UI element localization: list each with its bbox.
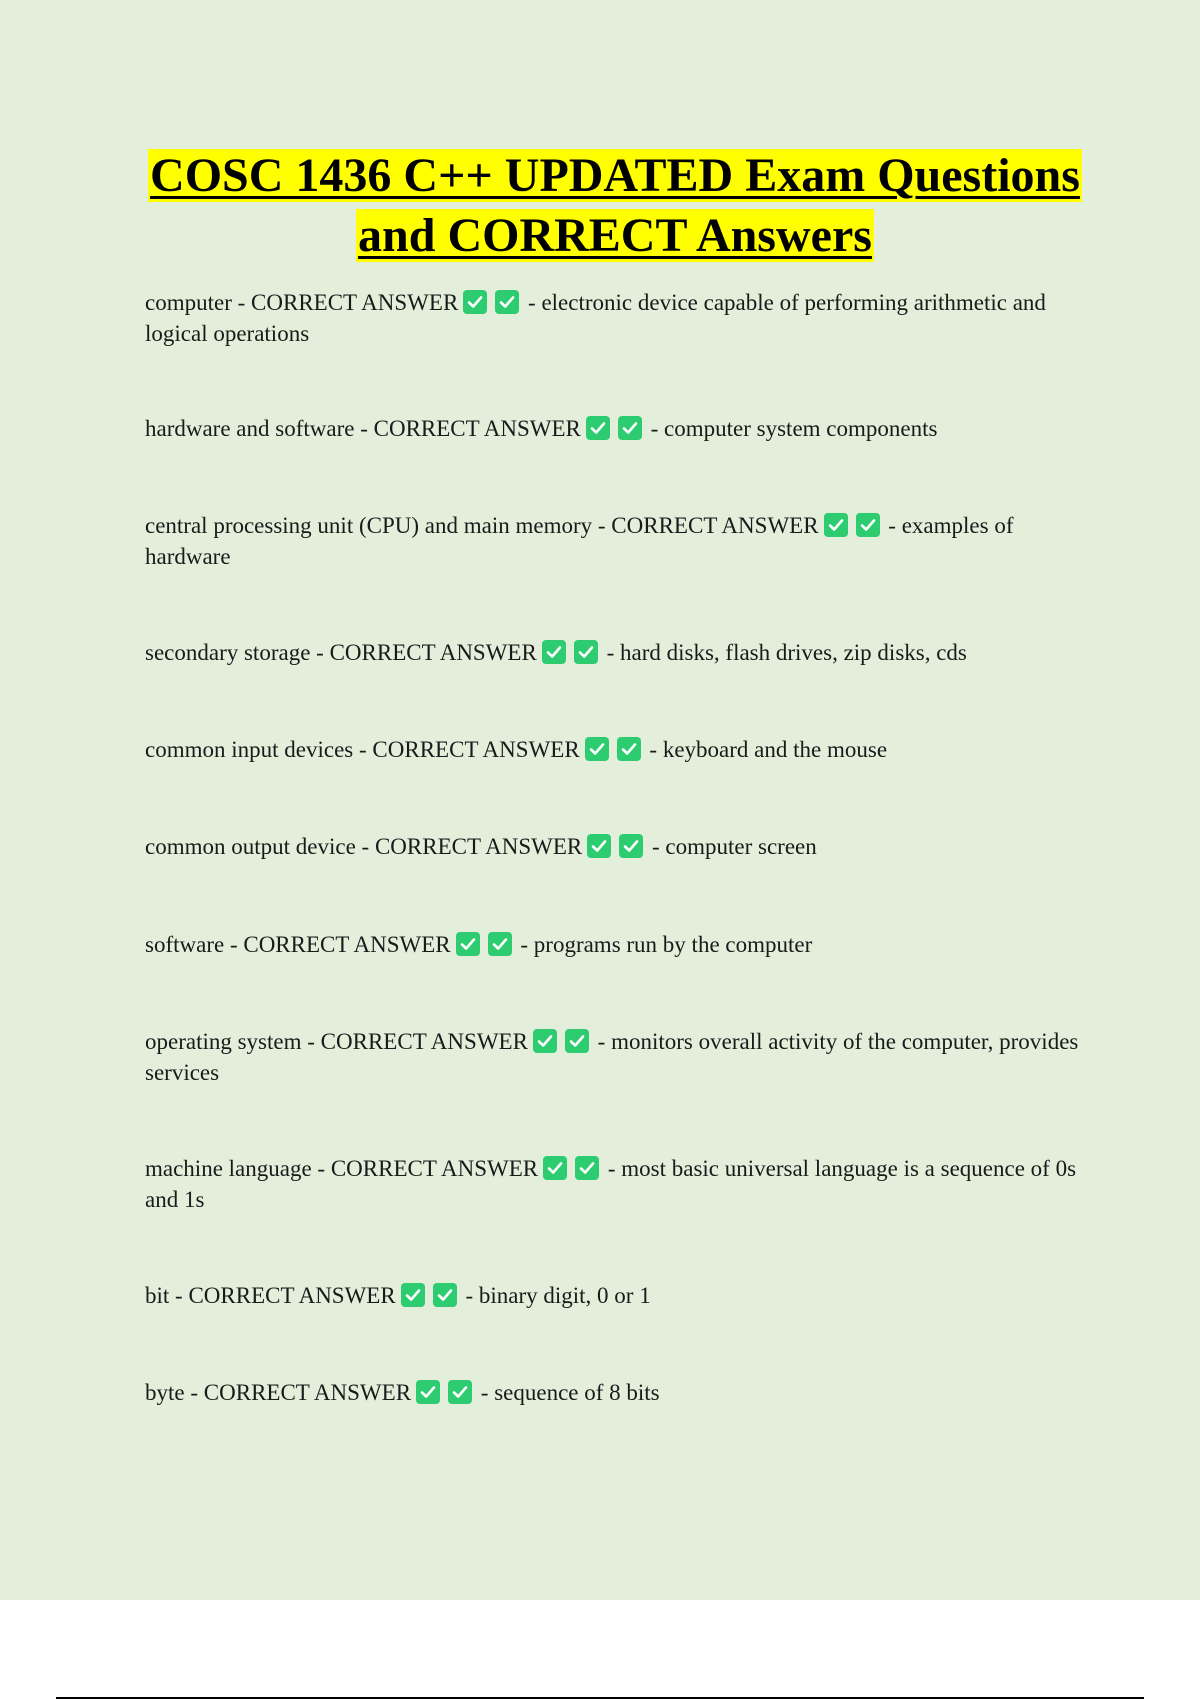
check-mark-icon: [619, 834, 643, 858]
title-line-2: and CORRECT Answers: [358, 209, 872, 262]
correct-answer-label: CORRECT ANSWER: [330, 1156, 539, 1181]
correct-answer-label: CORRECT ANSWER: [188, 1283, 396, 1308]
footer-divider: [56, 1697, 1144, 1699]
qa-item: secondary storage - CORRECT ANSWER - hard disks, flash drives, zip disks, cds: [145, 640, 967, 665]
qa-definition: electronic device capable of performing arithmetic and logical operations: [145, 290, 1046, 346]
check-mark-icon: [448, 1380, 472, 1404]
check-mark-icon: [433, 1283, 457, 1307]
qa-definition: monitors overall activity of the computer, provides services: [145, 1029, 1079, 1085]
correct-answer-label: CORRECT ANSWER: [372, 737, 580, 762]
check-mark-icon: [533, 1029, 557, 1053]
check-mark-icon: [618, 416, 642, 440]
qa-item: common input devices - CORRECT ANSWER - keyboard and the mouse: [145, 737, 888, 762]
qa-item: central processing unit (CPU) and main memory - CORRECT ANSWER - examples of hardware: [145, 513, 1014, 569]
check-mark-icon: [587, 834, 611, 858]
qa-definition: keyboard and the mouse: [662, 737, 888, 762]
qa-definition: computer system components: [664, 416, 938, 441]
correct-answer-label: CORRECT ANSWER: [329, 640, 537, 665]
check-mark-icon: [488, 932, 512, 956]
qa-item: byte - CORRECT ANSWER - sequence of 8 bits: [145, 1380, 660, 1405]
correct-answer-label: CORRECT ANSWER: [373, 416, 581, 441]
correct-answer-label: CORRECT ANSWER: [243, 932, 451, 957]
qa-item: bit - CORRECT ANSWER - binary digit, 0 or 1: [145, 1283, 651, 1308]
title-line-1: COSC 1436 C++ UPDATED Exam Questions: [150, 149, 1080, 202]
qa-term: software: [145, 932, 225, 957]
correct-answer-label: CORRECT ANSWER: [374, 834, 583, 859]
qa-definition: programs run by the computer: [533, 932, 813, 957]
check-mark-icon: [585, 737, 609, 761]
qa-term: central processing unit (CPU) and main memory: [145, 513, 593, 538]
correct-answer-label: CORRECT ANSWER: [251, 290, 459, 315]
qa-term: hardware and software: [145, 416, 355, 441]
qa-definition: hard disks, flash drives, zip disks, cds: [620, 640, 967, 665]
qa-definition: examples of hardware: [145, 513, 1014, 569]
check-mark-icon: [542, 640, 566, 664]
check-mark-icon: [463, 290, 487, 314]
check-mark-icon: [586, 416, 610, 440]
check-mark-icon: [416, 1380, 440, 1404]
qa-item: software - CORRECT ANSWER - programs run by the computer: [145, 932, 813, 957]
qa-term: operating system: [145, 1029, 302, 1054]
check-mark-icon: [617, 737, 641, 761]
qa-definition: computer screen: [665, 834, 817, 859]
check-mark-icon: [401, 1283, 425, 1307]
qa-item: machine language - CORRECT ANSWER - most basic universal language is a sequence of 0s and 1s: [145, 1156, 1077, 1212]
check-mark-icon: [575, 1156, 599, 1180]
qa-term: machine language: [145, 1156, 312, 1181]
check-mark-icon: [495, 290, 519, 314]
qa-term: common input devices: [145, 737, 354, 762]
correct-answer-label: CORRECT ANSWER: [320, 1029, 528, 1054]
qa-term: computer: [145, 290, 232, 315]
qa-definition: most basic universal language is a sequence of 0s and 1s: [145, 1156, 1077, 1212]
qa-definition: binary digit, 0 or 1: [478, 1283, 651, 1308]
check-mark-icon: [824, 513, 848, 537]
document-title: [145, 146, 1085, 266]
correct-answer-label: CORRECT ANSWER: [611, 513, 819, 538]
qa-definition: sequence of 8 bits: [494, 1380, 660, 1405]
check-mark-icon: [456, 932, 480, 956]
check-mark-icon: [574, 640, 598, 664]
qa-item: computer - CORRECT ANSWER - electronic device capable of performing arithmetic and logical operations: [145, 290, 1046, 346]
check-mark-icon: [543, 1156, 567, 1180]
qa-term: bit: [145, 1283, 170, 1308]
correct-answer-label: CORRECT ANSWER: [203, 1380, 412, 1405]
check-mark-icon: [565, 1029, 589, 1053]
check-mark-icon: [856, 513, 880, 537]
qa-item: common output device - CORRECT ANSWER - computer screen: [145, 834, 817, 859]
qa-term: byte: [145, 1380, 185, 1405]
qa-item: operating system - CORRECT ANSWER - monitors overall activity of the computer, provides services: [145, 1029, 1079, 1085]
qa-item: hardware and software - CORRECT ANSWER - computer system components: [145, 416, 938, 441]
qa-term: secondary storage: [145, 640, 311, 665]
qa-term: common output device: [145, 834, 356, 859]
